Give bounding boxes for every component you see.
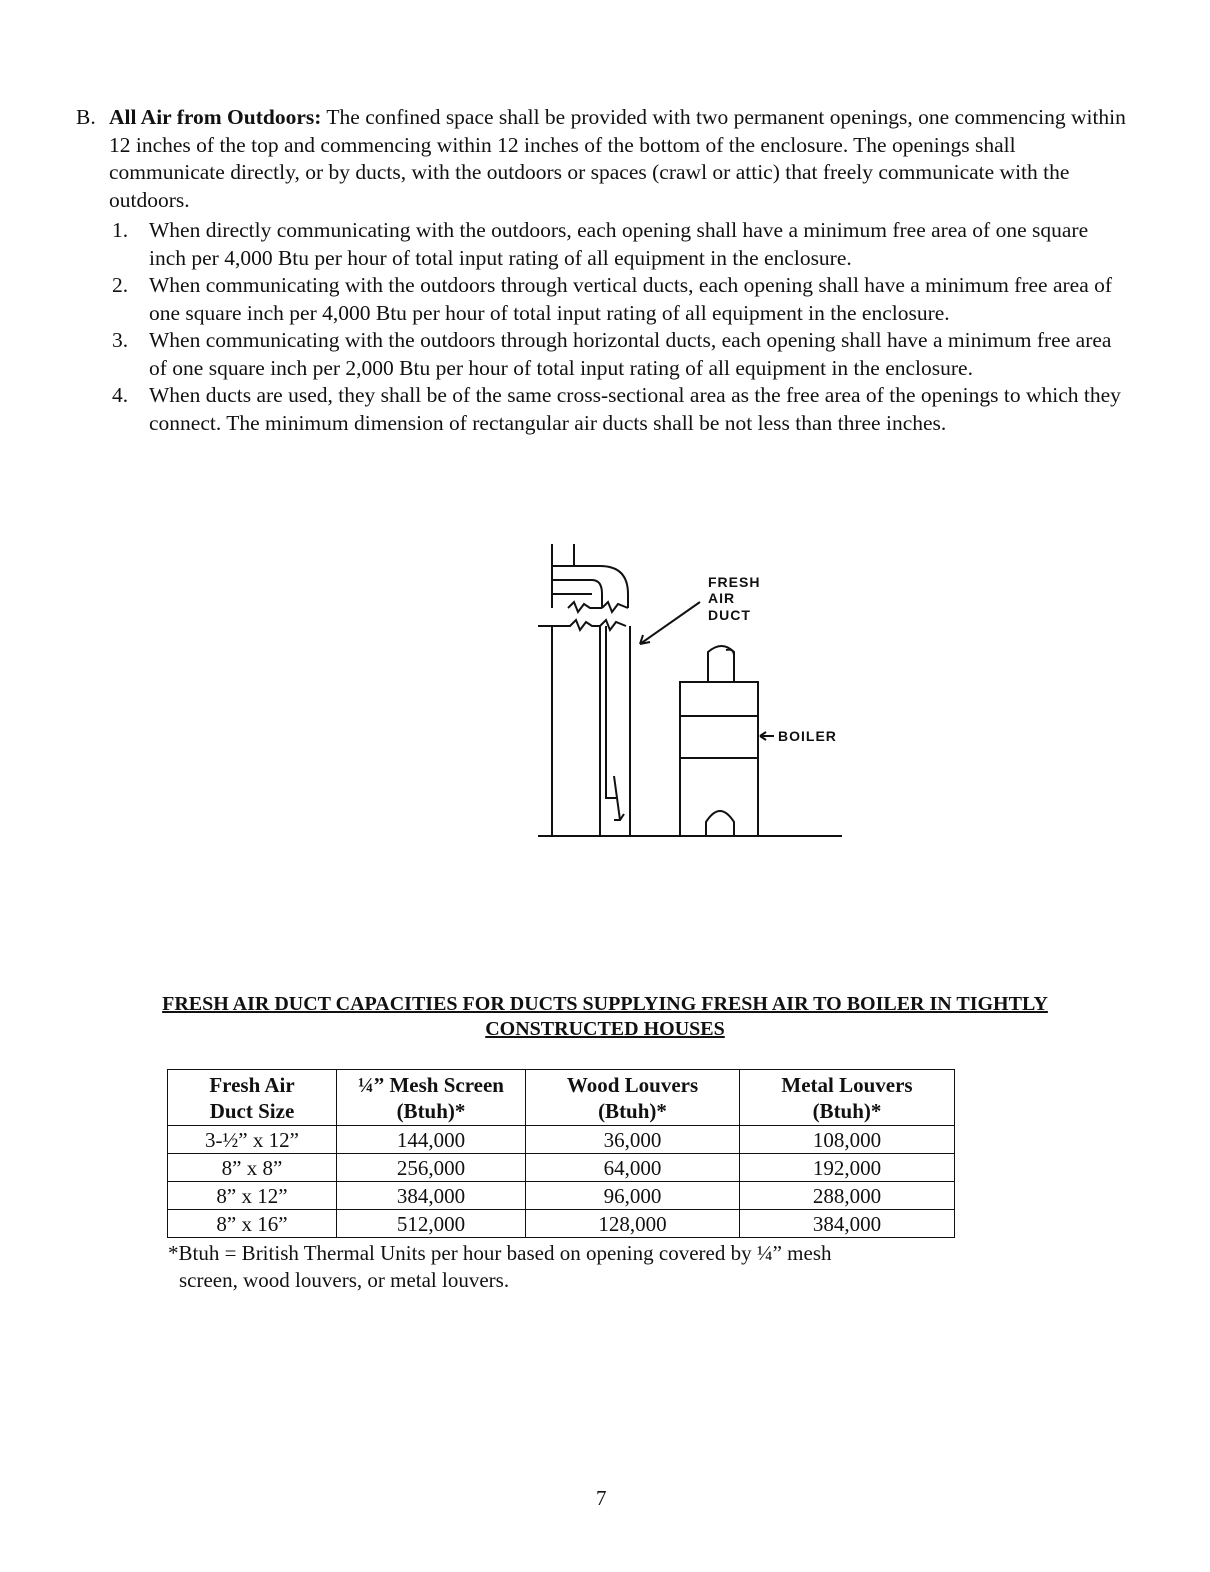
page-number: 7 bbox=[596, 1486, 607, 1510]
table-header-row bbox=[168, 1070, 955, 1126]
table-row bbox=[168, 1182, 955, 1210]
list-item-number: 2. bbox=[112, 273, 129, 297]
table-cell: 3-½” x 12” bbox=[168, 1126, 337, 1154]
list-item-number: 3. bbox=[112, 328, 129, 352]
table-cell: 36,000 bbox=[526, 1126, 740, 1154]
list-item bbox=[112, 217, 1122, 272]
table-cell: 144,000 bbox=[337, 1126, 526, 1154]
header-line: Duct Size bbox=[209, 1099, 295, 1123]
section-letter: B. bbox=[76, 105, 96, 129]
list-item-text: When directly communicating with the outdoors, each opening shall have a minimum free area of one square inch per 4,000 Btu per hour of total input rating of all equipment in the enclosure. bbox=[149, 218, 1089, 270]
header-line: ¼” Mesh Screen bbox=[357, 1073, 504, 1097]
list-item-text: When communicating with the outdoors through vertical ducts, each opening shall have a minimum free area of one square inch per 4,000 Btu per hour of total input rating of all equipment in the enclosure. bbox=[149, 273, 1113, 325]
table-cell: 8” x 8” bbox=[168, 1154, 337, 1182]
fresh-air-duct-diagram bbox=[530, 536, 850, 846]
list-item bbox=[112, 382, 1122, 437]
header-line: (Btuh)* bbox=[598, 1099, 667, 1123]
requirements-list bbox=[112, 217, 1122, 437]
section-intro bbox=[109, 104, 1126, 214]
table-cell: 256,000 bbox=[337, 1154, 526, 1182]
table-cell: 512,000 bbox=[337, 1210, 526, 1238]
table-cell: 128,000 bbox=[526, 1210, 740, 1238]
diagram-svg bbox=[530, 536, 850, 846]
table-cell: 96,000 bbox=[526, 1182, 740, 1210]
header-metal-louvers bbox=[740, 1070, 955, 1126]
header-wood-louvers bbox=[526, 1070, 740, 1126]
header-duct-size bbox=[168, 1070, 337, 1126]
header-line: Wood Louvers bbox=[566, 1073, 699, 1097]
table-cell: 108,000 bbox=[740, 1126, 955, 1154]
list-item-number: 4. bbox=[112, 383, 129, 407]
fresh-air-label-line3: DUCT bbox=[708, 607, 751, 623]
table-row bbox=[168, 1210, 955, 1238]
table-footnote bbox=[168, 1240, 958, 1294]
section-heading: All Air from Outdoors: bbox=[109, 105, 322, 129]
table-row bbox=[168, 1154, 955, 1182]
table-title-line1: FRESH AIR DUCT CAPACITIES FOR DUCTS SUPPLYING FRESH AIR TO BOILER IN TIGHTLY bbox=[162, 993, 1048, 1015]
table-cell: 288,000 bbox=[740, 1182, 955, 1210]
table-cell: 384,000 bbox=[337, 1182, 526, 1210]
table-cell: 8” x 16” bbox=[168, 1210, 337, 1238]
header-mesh-screen bbox=[337, 1070, 526, 1126]
header-line: Fresh Air bbox=[209, 1073, 295, 1097]
table-title-line2: CONSTRUCTED HOUSES bbox=[485, 1018, 725, 1040]
table-row bbox=[168, 1126, 955, 1154]
table-cell: 192,000 bbox=[740, 1154, 955, 1182]
header-line: Metal Louvers bbox=[781, 1073, 913, 1097]
footnote-line1: *Btuh = British Thermal Units per hour based on opening covered by ¼” mesh bbox=[168, 1241, 832, 1265]
table-cell: 8” x 12” bbox=[168, 1182, 337, 1210]
section-intro-text: The confined space shall be provided with two permanent openings, one commencing within 12 inches of the top and commencing within 12 inches of the bottom of the enclosure. The openings shall communicate directly, or by ducts, with the outdoors or spaces (crawl or attic) that freely communicate with the outdoors. bbox=[109, 105, 1126, 212]
boiler-label: BOILER bbox=[778, 728, 837, 744]
fresh-air-label-line2: AIR bbox=[708, 590, 736, 606]
header-line: (Btuh)* bbox=[812, 1099, 882, 1123]
fresh-air-label-line1: FRESH bbox=[708, 574, 761, 590]
header-line: (Btuh)* bbox=[396, 1099, 466, 1123]
capacities-table bbox=[167, 1069, 955, 1238]
footnote-line2: screen, wood louvers, or metal louvers. bbox=[179, 1268, 510, 1292]
diagram-drawing bbox=[538, 544, 842, 836]
list-item-number: 1. bbox=[112, 218, 129, 242]
section-b bbox=[76, 104, 1126, 214]
table-cell: 384,000 bbox=[740, 1210, 955, 1238]
list-item bbox=[112, 272, 1122, 327]
list-item-text: When ducts are used, they shall be of the same cross-sectional area as the free area of the openings to which they connect. The minimum dimension of rectangular air ducts shall be not less than three inches. bbox=[149, 383, 1121, 435]
table-title bbox=[90, 992, 1120, 1042]
table-cell: 64,000 bbox=[526, 1154, 740, 1182]
list-item-text: When communicating with the outdoors through horizontal ducts, each opening shall have a minimum free area of one square inch per 2,000 Btu per hour of total input rating of all equipment in the enclosure. bbox=[149, 328, 1112, 380]
list-item bbox=[112, 327, 1122, 382]
